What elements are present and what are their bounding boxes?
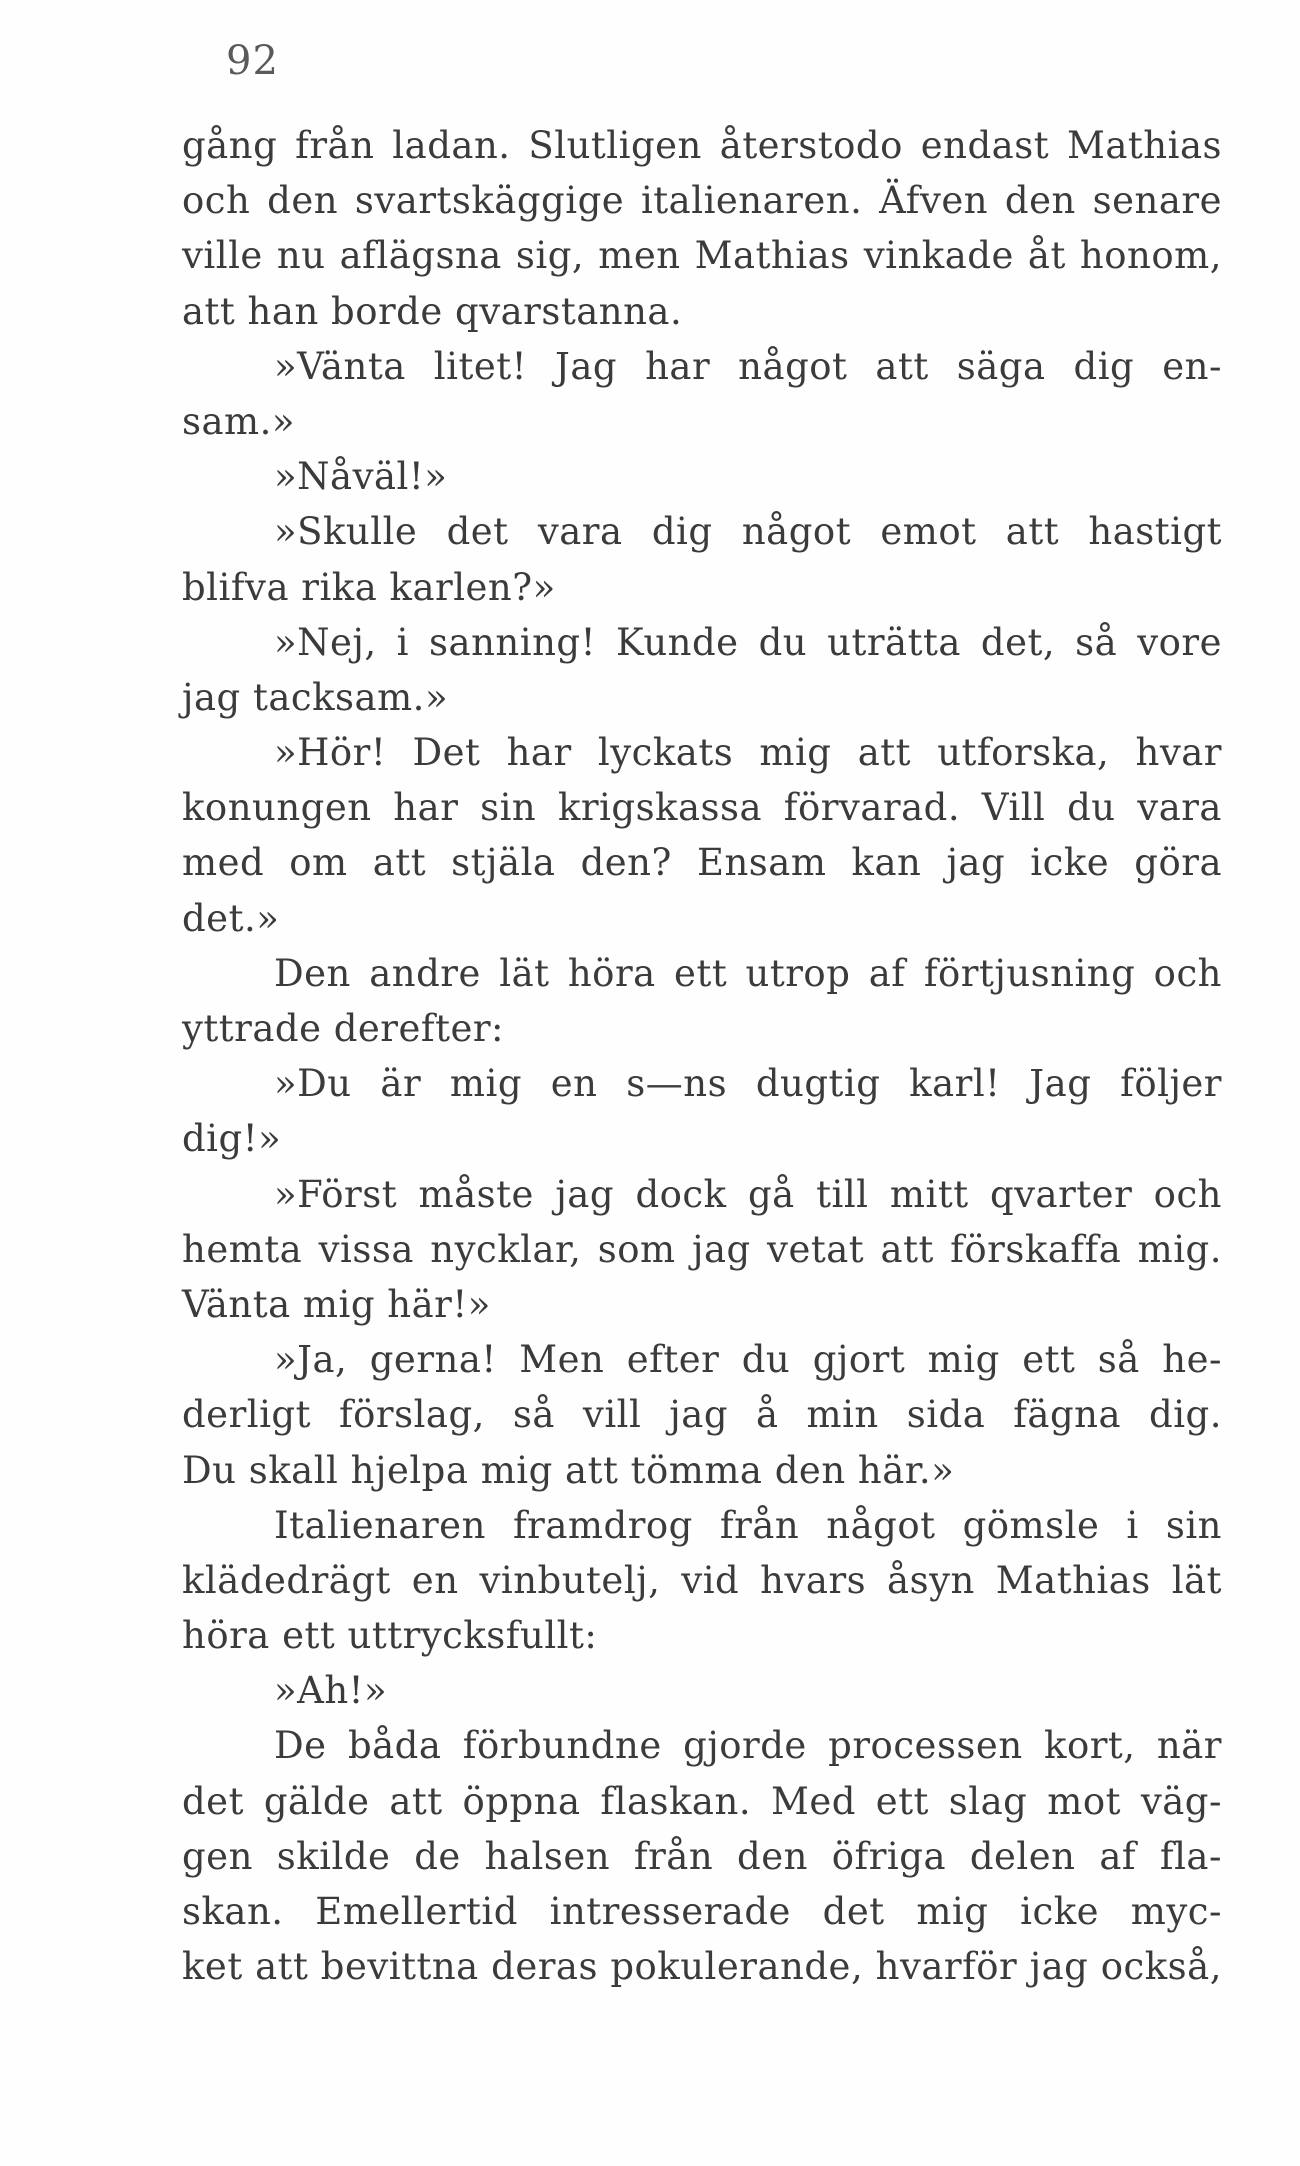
text-line: Den andre lät höra ett utrop af förtjusning och <box>274 951 1222 995</box>
text-line: »Skulle det vara dig något emot att hastigt <box>274 510 1222 554</box>
text-line: med om att stjäla den? Ensam kan jag icke göra <box>182 841 1222 885</box>
text-line: gen skilde de halsen från den öfriga delen af fla- <box>182 1834 1222 1878</box>
text-line: det.» <box>182 896 280 940</box>
text-line: »Nej, i sanning! Kunde du uträtta det, så vore <box>274 620 1222 664</box>
text-line: »Ja, gerna! Men efter du gjort mig ett så he- <box>274 1338 1222 1382</box>
text-line: att han borde qvarstanna. <box>182 289 683 333</box>
text-line: hemta vissa nycklar, som jag vetat att förskaffa mig. <box>182 1227 1222 1271</box>
text-line: höra ett uttrycksfullt: <box>182 1614 598 1658</box>
text-line: ville nu aflägsna sig, men Mathias vinkade åt honom, <box>182 234 1222 278</box>
text-line: Vänta mig här!» <box>182 1282 491 1326</box>
text-line: Italienaren framdrog från något gömsle i sin <box>274 1503 1222 1547</box>
text-line: ket att bevittna deras pokulerande, hvarför jag också, <box>182 1945 1222 1989</box>
text-line: det gälde att öppna flaskan. Med ett slag mot väg- <box>182 1779 1222 1823</box>
text-line: »Ah!» <box>274 1669 388 1713</box>
text-line: konungen har sin krigskassa förvarad. Vill du vara <box>182 786 1222 830</box>
text-line: jag tacksam.» <box>182 675 449 719</box>
text-line: »Först måste jag dock gå till mitt qvarter och <box>274 1172 1222 1216</box>
body-text <box>182 118 1222 1994</box>
text-line: yttrade derefter: <box>182 1007 505 1050</box>
text-line: sam.» <box>182 399 296 443</box>
text-line: dig!» <box>182 1117 282 1161</box>
text-line: derligt förslag, så vill jag å min sida fägna dig. <box>182 1393 1222 1437</box>
text-line: »Hör! Det har lyckats mig att utforska, hvar <box>274 731 1222 775</box>
page-number: 92 <box>226 38 279 84</box>
text-line: De båda förbundne gjorde processen kort, när <box>274 1724 1222 1768</box>
text-line: och den svartskäggige italienaren. Äfven den senare <box>182 179 1222 223</box>
text-line: klädedrägt en vinbutelj, vid hvars åsyn Mathias lät <box>182 1558 1222 1602</box>
text-line: »Vänta litet! Jag har något att säga dig en- <box>274 344 1222 388</box>
text-line: »Du är mig en s—ns dugtig karl! Jag följer <box>274 1062 1222 1106</box>
text-line: skan. Emellertid intresserade det mig icke myc- <box>182 1890 1222 1933</box>
text-line: Du skall hjelpa mig att tömma den här.» <box>182 1448 955 1492</box>
text-line: »Nåväl!» <box>274 455 448 499</box>
text-line: gång från ladan. Slutligen återstodo endast Mathias <box>182 124 1222 167</box>
text-line: blifva rika karlen?» <box>182 565 556 609</box>
